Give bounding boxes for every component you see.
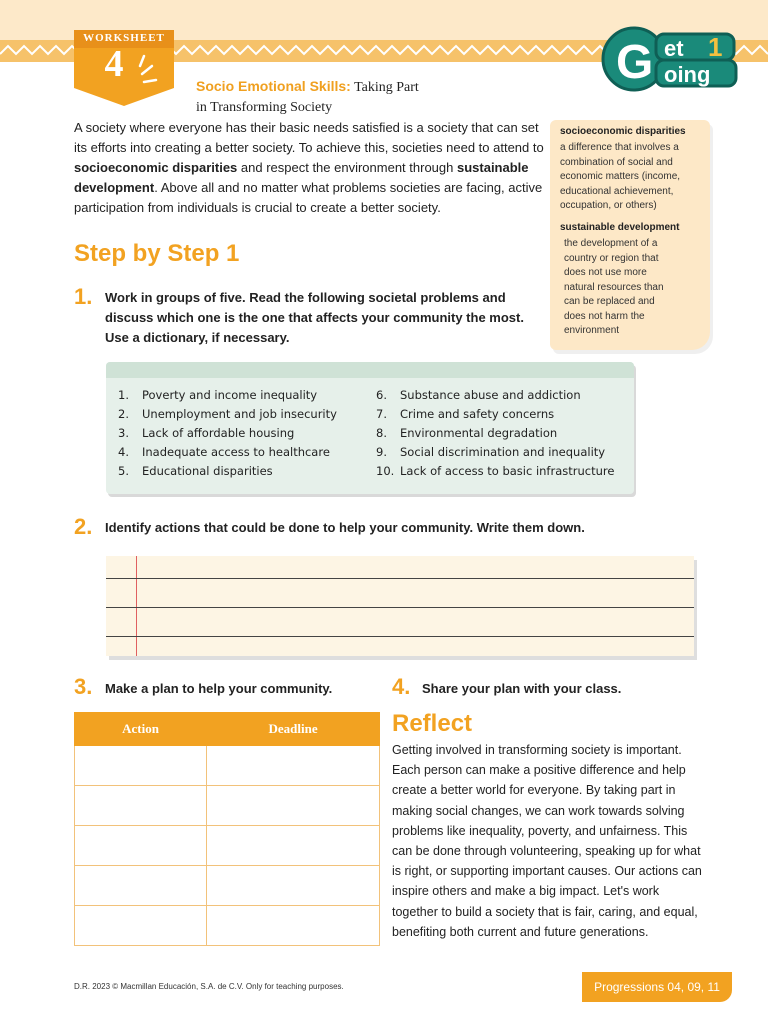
get-going-logo xyxy=(600,26,740,92)
problems-box-header xyxy=(106,362,634,378)
list-item xyxy=(376,445,605,459)
intro-text-3: . Above all and no matter what problems societies are facing, active participation from individuals is crucial to create a better society. xyxy=(74,180,543,215)
instruction-line: Work in groups of five. Read the following societal problems and xyxy=(105,290,506,305)
instruction-line: Share your plan with your class. xyxy=(422,681,622,696)
logo-number: 1 xyxy=(708,32,723,62)
item-number: 3. xyxy=(118,426,129,440)
step-number: 2. xyxy=(74,514,93,539)
glossary-line: combination of social and xyxy=(560,156,673,168)
worksheet-label: WORKSHEET xyxy=(83,32,165,44)
intro-text-1: A society where everyone has their basic needs satisfied is a society that can set its efforts into creating a better society. To achieve this, societies need to attend to xyxy=(74,120,544,155)
worksheet-title-line2: in Transforming Society xyxy=(196,100,333,115)
worksheet-title-rest: Taking Part xyxy=(354,80,419,95)
item-number: 9. xyxy=(376,445,387,459)
item-number: 7. xyxy=(376,407,387,421)
problems-list-box xyxy=(106,362,634,494)
margin-line xyxy=(136,556,137,656)
item-number: 1. xyxy=(118,388,129,402)
glossary-term: sustainable development xyxy=(560,222,680,233)
item-number: 8. xyxy=(376,426,387,440)
section-title-step-by-step: Step by Step 1 xyxy=(74,240,240,267)
glossary-line: natural resources than xyxy=(564,281,664,293)
logo-word-going: oing xyxy=(664,62,711,87)
instruction-line: discuss which one is the one that affects your community the most. xyxy=(105,310,524,325)
deadline-cell[interactable] xyxy=(207,826,380,866)
worksheet-title xyxy=(196,76,419,118)
table-row xyxy=(75,786,380,826)
action-cell[interactable] xyxy=(75,866,207,906)
glossary-line: a difference that involves a xyxy=(560,142,679,153)
intro-paragraph xyxy=(74,118,544,218)
item-text: Substance abuse and addiction xyxy=(400,388,581,402)
writing-line xyxy=(106,578,694,579)
glossary-line: does not harm the xyxy=(564,310,645,322)
glossary-line: environment xyxy=(564,325,620,336)
glossary-line: educational achievement, xyxy=(560,185,674,197)
list-item xyxy=(118,426,294,440)
reflect-paragraph: Getting involved in transforming society is important. Each person can make a positive difference and help create a better world for everyone. By taking part in making social changes, we can work towards solving problems like inequality, poverty, and unfairness. This can be done through volunteering, speaking up for what is right, or supporting important causes. Our actions can inspire others and make a big impact. Let's work together to build a society that is fair, caring, and equal, benefiting both current and future generations. xyxy=(392,743,702,939)
action-plan-table xyxy=(74,712,380,946)
list-item xyxy=(376,464,614,478)
writing-line xyxy=(106,636,694,637)
list-item xyxy=(376,407,554,421)
reflect-title: Reflect xyxy=(392,710,473,737)
list-item xyxy=(118,407,337,421)
item-text: Crime and safety concerns xyxy=(400,407,555,421)
item-text: Lack of affordable housing xyxy=(142,426,295,440)
glossary-definition xyxy=(564,237,709,339)
item-text: Inadequate access to healthcare xyxy=(142,445,330,459)
progressions-badge: Progressions 04, 09, 11 xyxy=(582,972,732,1002)
step-instruction xyxy=(105,288,524,348)
glossary-line: country or region that xyxy=(564,252,659,264)
glossary-line: the development of a xyxy=(564,238,658,249)
table-row xyxy=(75,746,380,786)
writing-line xyxy=(106,607,694,608)
deadline-cell[interactable] xyxy=(207,746,380,786)
step-instruction xyxy=(422,679,621,699)
glossary-line: occupation, or others) xyxy=(560,200,657,211)
glossary-term: socioeconomic disparities xyxy=(560,126,686,137)
glossary-line: does not use more xyxy=(564,267,647,278)
deadline-cell[interactable] xyxy=(207,906,380,946)
table-row xyxy=(75,826,380,866)
instruction-line: Identify actions that could be done to help your community. Write them down. xyxy=(105,520,585,535)
glossary-definition xyxy=(560,141,705,214)
instruction-line: Use a dictionary, if necessary. xyxy=(105,330,290,345)
list-item xyxy=(118,388,317,402)
table-header-action: Action xyxy=(75,713,207,746)
list-item xyxy=(376,388,581,402)
intro-text-2: and respect the environment through xyxy=(237,160,457,175)
step-number: 3. xyxy=(74,674,93,699)
item-number: 5. xyxy=(118,464,129,478)
deadline-cell[interactable] xyxy=(207,866,380,906)
action-cell[interactable] xyxy=(75,906,207,946)
list-item xyxy=(376,426,557,440)
action-cell[interactable] xyxy=(75,746,207,786)
item-text: Social discrimination and inequality xyxy=(400,445,606,459)
table-row xyxy=(75,866,380,906)
glossary-line: economic matters (income, xyxy=(560,171,681,182)
worksheet-title-lead: Socio Emotional Skills: xyxy=(196,78,351,94)
logo-word-get: et xyxy=(664,36,684,61)
deadline-cell[interactable] xyxy=(207,786,380,826)
step-number: 4. xyxy=(392,674,411,699)
writing-area[interactable] xyxy=(106,556,694,656)
copyright-footer: D.R. 2023 © Macmillan Educación, S.A. de C.V. Only for teaching purposes. xyxy=(74,982,344,991)
worksheet-number: 4 xyxy=(104,43,124,85)
glossary-line: can be replaced and xyxy=(564,296,655,307)
item-text: Poverty and income inequality xyxy=(142,388,318,402)
item-text: Lack of access to basic infrastructure xyxy=(400,464,615,478)
step-number: 1. xyxy=(74,284,93,309)
instruction-line: Make a plan to help your community. xyxy=(105,681,333,696)
item-text: Unemployment and job insecurity xyxy=(142,407,337,421)
item-number: 2. xyxy=(118,407,129,421)
item-number: 10. xyxy=(376,464,395,478)
step-instruction xyxy=(105,679,332,699)
svg-text:G: G xyxy=(616,36,654,89)
action-cell[interactable] xyxy=(75,826,207,866)
item-text: Environmental degradation xyxy=(400,426,558,440)
item-number: 4. xyxy=(118,445,129,459)
step-instruction xyxy=(105,518,585,538)
list-item xyxy=(118,445,330,459)
table-row xyxy=(75,906,380,946)
intro-term-1: socioeconomic disparities xyxy=(74,160,238,175)
list-item xyxy=(118,464,273,478)
glossary-box xyxy=(550,120,710,350)
item-text: Educational disparities xyxy=(142,464,273,478)
action-cell[interactable] xyxy=(75,786,207,826)
table-header-deadline: Deadline xyxy=(207,713,380,746)
intro-term-2: sustainable development xyxy=(74,160,529,195)
item-number: 6. xyxy=(376,388,387,402)
